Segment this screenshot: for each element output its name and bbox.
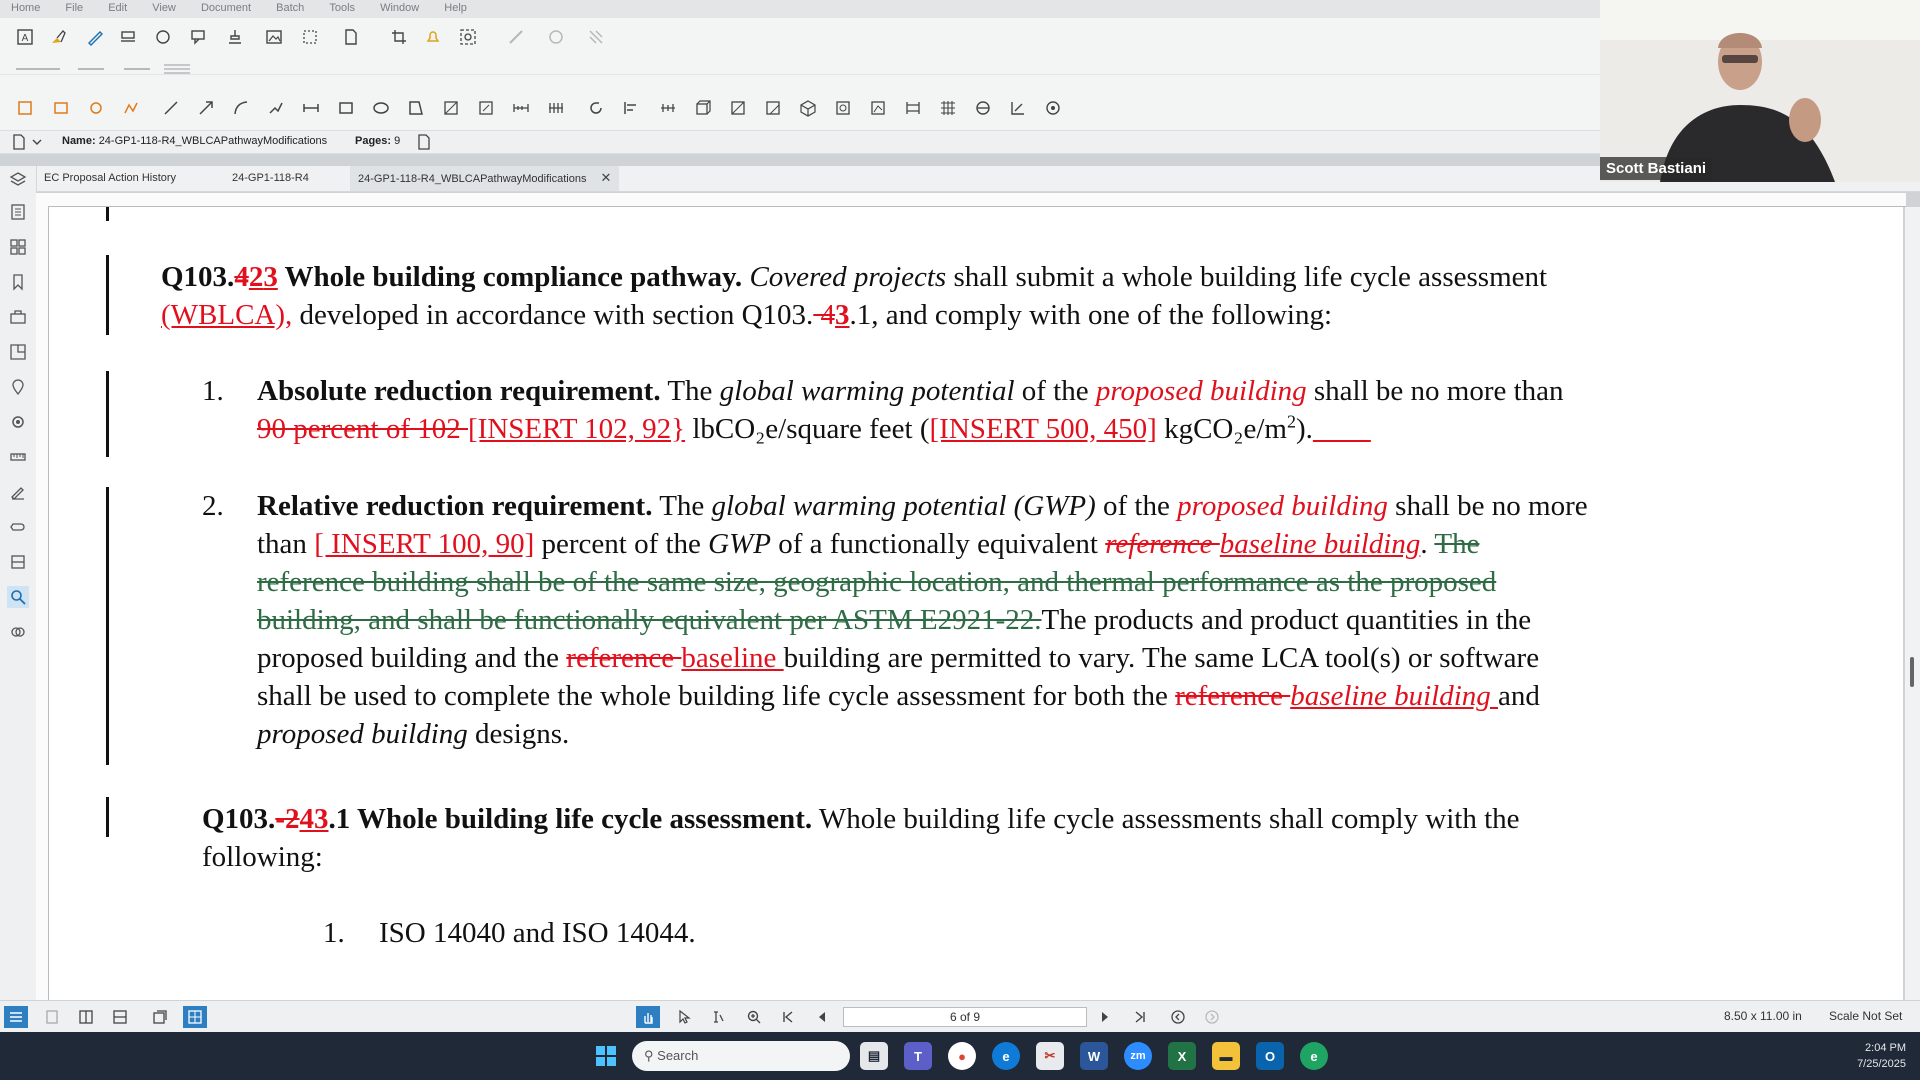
perimeter-measure-icon[interactable] [475,97,497,119]
measure-icon[interactable] [505,26,527,48]
dimension-tool-icon[interactable] [300,97,322,119]
defined-term: proposed building [1095,375,1307,407]
text: lbCO₂e/square feet ( [685,413,930,445]
paragraph-compliance-pathway [161,258,1861,334]
line [257,639,1857,677]
change-bar [106,207,109,221]
count-measure-icon[interactable] [545,97,567,119]
deleted-text: -2 [275,803,300,835]
align-icon[interactable] [620,97,642,119]
text: proposed building and the [257,642,567,674]
menu-window[interactable]: Window [380,2,420,14]
next-view-icon[interactable] [1200,1006,1224,1028]
area-measure-icon[interactable] [440,97,462,119]
text: percent of the [534,528,709,560]
horizontal-ruler [36,193,1906,207]
zoom-icon[interactable] [742,1006,766,1028]
inserted-text: [INSERT 102, 92} [468,413,686,445]
list-number: 1. [202,375,224,407]
list-item: ISO 14040 and ISO 14044. [379,917,696,949]
left-panel-bar [0,166,37,1000]
line [257,410,1857,448]
deleted-text: 4 [813,299,836,331]
document-name [62,135,327,147]
line [257,563,1857,601]
crop-icon[interactable] [388,26,410,48]
volume-measure-icon[interactable] [692,97,714,119]
defined-term: Covered projects [749,261,947,293]
line [257,487,1857,525]
next-page-icon[interactable] [1093,1006,1117,1028]
continuous-icon[interactable] [108,1006,132,1028]
status-bar [0,1000,1920,1033]
previous-page-icon[interactable] [810,1006,834,1028]
line [257,372,1857,410]
document-info-bar [0,130,1600,154]
line [161,296,1861,334]
item-heading: Relative reduction requirement. [257,490,653,522]
time: 2:04 PM [1865,1042,1906,1054]
inserted-text: baseline [681,642,784,674]
participant-name: Scott Bastiani [1600,157,1712,180]
tab-ec-proposal-action-history[interactable] [36,166,184,191]
page-number-input[interactable] [843,1007,1087,1027]
pages-label: Pages: [355,135,392,147]
tab-label: 24-GP1-118-R4 [232,172,309,184]
document-icon[interactable] [340,26,362,48]
outlook-icon[interactable]: O [1256,1042,1284,1070]
task-view-icon[interactable]: ▤ [860,1042,888,1070]
links-icon[interactable] [7,516,29,538]
table-icon[interactable] [902,97,924,119]
document-page [49,207,1903,1000]
inserted-text: 3 [263,261,278,293]
select-markup-icon[interactable] [14,97,36,119]
line: following: [202,841,323,873]
menu-home[interactable]: Home [11,2,41,14]
grid-snap-icon[interactable] [183,1006,207,1028]
inserted-text: (WBLCA), [161,299,293,331]
dynamic-fill-icon[interactable] [972,97,994,119]
pan-icon[interactable] [636,1006,660,1028]
markups-list-icon[interactable] [7,201,29,223]
item-relative-reduction [257,487,1857,753]
defined-term: GWP [708,528,771,560]
image-icon[interactable] [263,26,285,48]
calibrate-icon[interactable] [1007,97,1029,119]
chevron-down-icon[interactable] [30,131,44,153]
item-heading: Absolute reduction requirement. [257,375,661,407]
text: shall be used to complete the whole building life cycle assessment for both the [257,680,1176,712]
search-icon[interactable] [7,586,29,608]
section-number: Q103. [161,261,235,293]
snipping-tool-icon[interactable]: ✂ [1036,1042,1064,1070]
cube-icon[interactable] [797,97,819,119]
list-view-icon[interactable] [4,1006,28,1028]
text: building are permitted to vary. The same LCA tool(s) or software [783,642,1540,674]
line [257,601,1857,639]
last-page-icon[interactable] [1128,1006,1152,1028]
deleted-text: reference [1175,680,1291,712]
menu-edit[interactable]: Edit [108,2,128,14]
line [257,677,1857,715]
polyline-markup-icon[interactable] [120,97,142,119]
toolbar-top [0,18,1600,74]
grid-icon[interactable] [937,97,959,119]
line [257,525,1857,563]
text: .1, and comply with one of the following: [849,299,1332,331]
edge-dev-icon[interactable]: e [1300,1042,1328,1070]
line [257,715,1857,753]
diameter-measure-icon[interactable] [832,97,854,119]
defined-term: global warming potential [719,375,1015,407]
text: developed in accordance with section Q103. [292,299,814,331]
document-pages [355,135,400,147]
defined-term: proposed building [257,718,468,750]
rectangle-tool-icon[interactable] [335,97,357,119]
tab-label: EC Proposal Action History [44,172,177,184]
deleted-text: 4 [234,261,249,293]
tab-wblca-pathway-modifications[interactable] [350,166,619,191]
signatures-icon[interactable] [7,481,29,503]
chrome-icon[interactable]: ● [948,1042,976,1070]
toolbar-markup [0,74,1600,131]
measurements-icon[interactable] [7,446,29,468]
arrow-tool-icon[interactable] [195,97,217,119]
text: ). [1295,413,1313,445]
select-text-icon[interactable] [706,1006,730,1028]
cloud-icon[interactable] [545,26,567,48]
inserted-text: baseline building [1219,528,1421,560]
close-tab-icon[interactable]: ✕ [600,170,612,185]
name-value: 24-GP1-118-R4_WBLCAPathwayModifications [98,135,328,147]
system-clock[interactable] [1834,1040,1906,1072]
deleted-text: building, and shall be functionally equivalent per ASTM E2921-22. [257,604,1042,636]
svg-text:A: A [21,33,29,44]
snapshot-icon[interactable] [299,26,321,48]
change-bar [106,487,109,765]
text: than [257,528,315,560]
inserted-text: 2 [248,261,264,293]
section-heading: .1 Whole building life cycle assessment. [328,803,813,835]
side-by-side-icon[interactable] [74,1006,98,1028]
menu-file[interactable]: File [65,2,84,14]
scale-indicator[interactable]: Scale Not Set [1829,1009,1903,1023]
previous-view-icon[interactable] [1166,1006,1190,1028]
change-bar [106,255,109,335]
sets-icon[interactable] [7,621,29,643]
menu-help[interactable]: Help [444,2,467,14]
tab-24-gp1-118-r4[interactable] [224,166,317,191]
taskbar [0,1032,1920,1080]
distribute-icon[interactable] [657,97,679,119]
scrollbar-thumb[interactable] [1910,657,1914,687]
properties-icon[interactable] [7,411,29,433]
polyline-tool-icon[interactable] [265,97,287,119]
highlighter-icon[interactable] [47,26,69,48]
superscript: 2 [1286,411,1296,432]
polygon-tool-icon[interactable] [405,97,427,119]
stamp-icon[interactable] [117,26,139,48]
text: The products and product quantities in the [1041,604,1532,636]
page-properties-icon[interactable] [8,131,30,153]
list-number: 1. [323,917,345,949]
pen-icon[interactable] [84,26,106,48]
inserted-text: 3 [313,803,329,835]
text: shall be no more [1387,490,1588,522]
section-heading: Whole building compliance pathway. [277,261,743,293]
zoom-app-icon[interactable]: zm [1124,1042,1152,1070]
text: . [1420,528,1435,560]
ellipse-markup-icon[interactable] [85,97,107,119]
menu-batch[interactable]: Batch [276,2,305,14]
length-measure-icon[interactable] [510,97,532,119]
text-box-icon[interactable] [14,26,36,48]
windows-start-icon[interactable] [592,1042,620,1070]
thumbnails-icon[interactable] [7,236,29,258]
deleted-text: reference [1105,528,1220,560]
deleted-text: reference building shall be of the same size, geographic location, and thermal performance as the proposed [257,566,1497,598]
change-bar [106,371,109,457]
page-dimensions: 8.50 x 11.00 in [1724,1009,1802,1023]
toolchest-icon[interactable] [7,306,29,328]
text: Whole building life cycle assessments shall comply with the [812,803,1520,835]
item-absolute-reduction [257,372,1857,448]
bell-icon[interactable] [422,26,444,48]
vertical-scrollbar[interactable] [1905,207,1920,1000]
deleted-text: The [1434,528,1480,560]
compare-icon[interactable] [457,26,479,48]
menu-tools[interactable]: Tools [329,2,356,14]
text: of the [1095,490,1178,522]
text: kgCO₂e/m [1156,413,1287,445]
menu-bar [0,0,1600,18]
menu-view[interactable]: View [152,2,176,14]
polylength-measure-icon[interactable] [867,97,889,119]
layers-icon[interactable] [7,168,29,190]
edge-icon[interactable]: e [992,1042,1020,1070]
bookmarks-icon[interactable] [7,271,29,293]
search-placeholder: Search [657,1048,699,1063]
line-tool-icon[interactable] [160,97,182,119]
text: The [652,490,712,522]
inserted-blank [1313,413,1371,445]
page-icon[interactable] [413,131,435,153]
ellipse-tool-icon[interactable] [370,97,392,119]
text: of a functionally equivalent [771,528,1106,560]
file-explorer-icon[interactable]: ▬ [1212,1042,1240,1070]
rotate-icon[interactable] [585,97,607,119]
select-arrow-icon[interactable] [672,1006,696,1028]
files-icon[interactable] [7,551,29,573]
text: designs. [467,718,570,750]
list-number: 2. [202,490,224,522]
vertical-ruler [36,206,49,1000]
date: 7/25/2025 [1857,1058,1906,1070]
change-bar [106,797,109,837]
deleted-text: reference [566,642,682,674]
word-icon[interactable]: W [1080,1042,1108,1070]
defined-term: global warming potential (GWP) [711,490,1096,522]
excel-icon[interactable]: X [1168,1042,1196,1070]
hatch-icon[interactable] [585,26,607,48]
first-page-icon[interactable] [776,1006,800,1028]
teams-icon[interactable]: T [904,1042,932,1070]
spaces-icon[interactable] [7,341,29,363]
radius-measure-icon[interactable] [762,97,784,119]
arc-tool-icon[interactable] [230,97,252,119]
text: shall submit a whole building life cycle assessment [946,261,1548,293]
inserted-text: 4 [299,803,314,835]
text: and [1498,680,1540,712]
menu-document[interactable]: Document [200,2,252,14]
defined-term: proposed building [1177,490,1388,522]
paragraph-wblca [202,800,1902,876]
video-thumbnail [1600,0,1920,182]
rectangle-markup-icon[interactable] [50,97,72,119]
signature-stamp-icon[interactable] [224,26,246,48]
search-icon: ⚲ [644,1048,654,1063]
participant-video [1600,0,1920,182]
text: The [660,375,720,407]
deleted-text: 90 percent of 102 [257,413,468,445]
name-label: Name: [62,135,96,147]
page-indicator: 6 of 9 [949,1010,981,1024]
taskbar-search[interactable] [632,1041,850,1071]
text: of the [1014,375,1096,407]
inserted-text: 3 [835,299,850,331]
circle-tool-icon[interactable] [152,26,174,48]
callout-icon[interactable] [187,26,209,48]
inserted-text: [ INSERT 100, 90] [314,528,535,560]
location-icon[interactable] [7,376,29,398]
line [161,258,1861,296]
single-page-icon[interactable] [40,1006,64,1028]
tab-label: 24-GP1-118-R4_WBLCAPathwayModifications [358,173,587,185]
section-number: Q103. [202,803,276,835]
sketch-to-scale-icon[interactable] [1042,97,1064,119]
inserted-text: [INSERT 500, 450] [929,413,1157,445]
line [202,800,1902,838]
sync-icon[interactable] [148,1006,172,1028]
inserted-text: baseline building [1290,680,1499,712]
text: shall be no more than [1306,375,1564,407]
pages-value: 9 [394,135,401,147]
angle-measure-icon[interactable] [727,97,749,119]
